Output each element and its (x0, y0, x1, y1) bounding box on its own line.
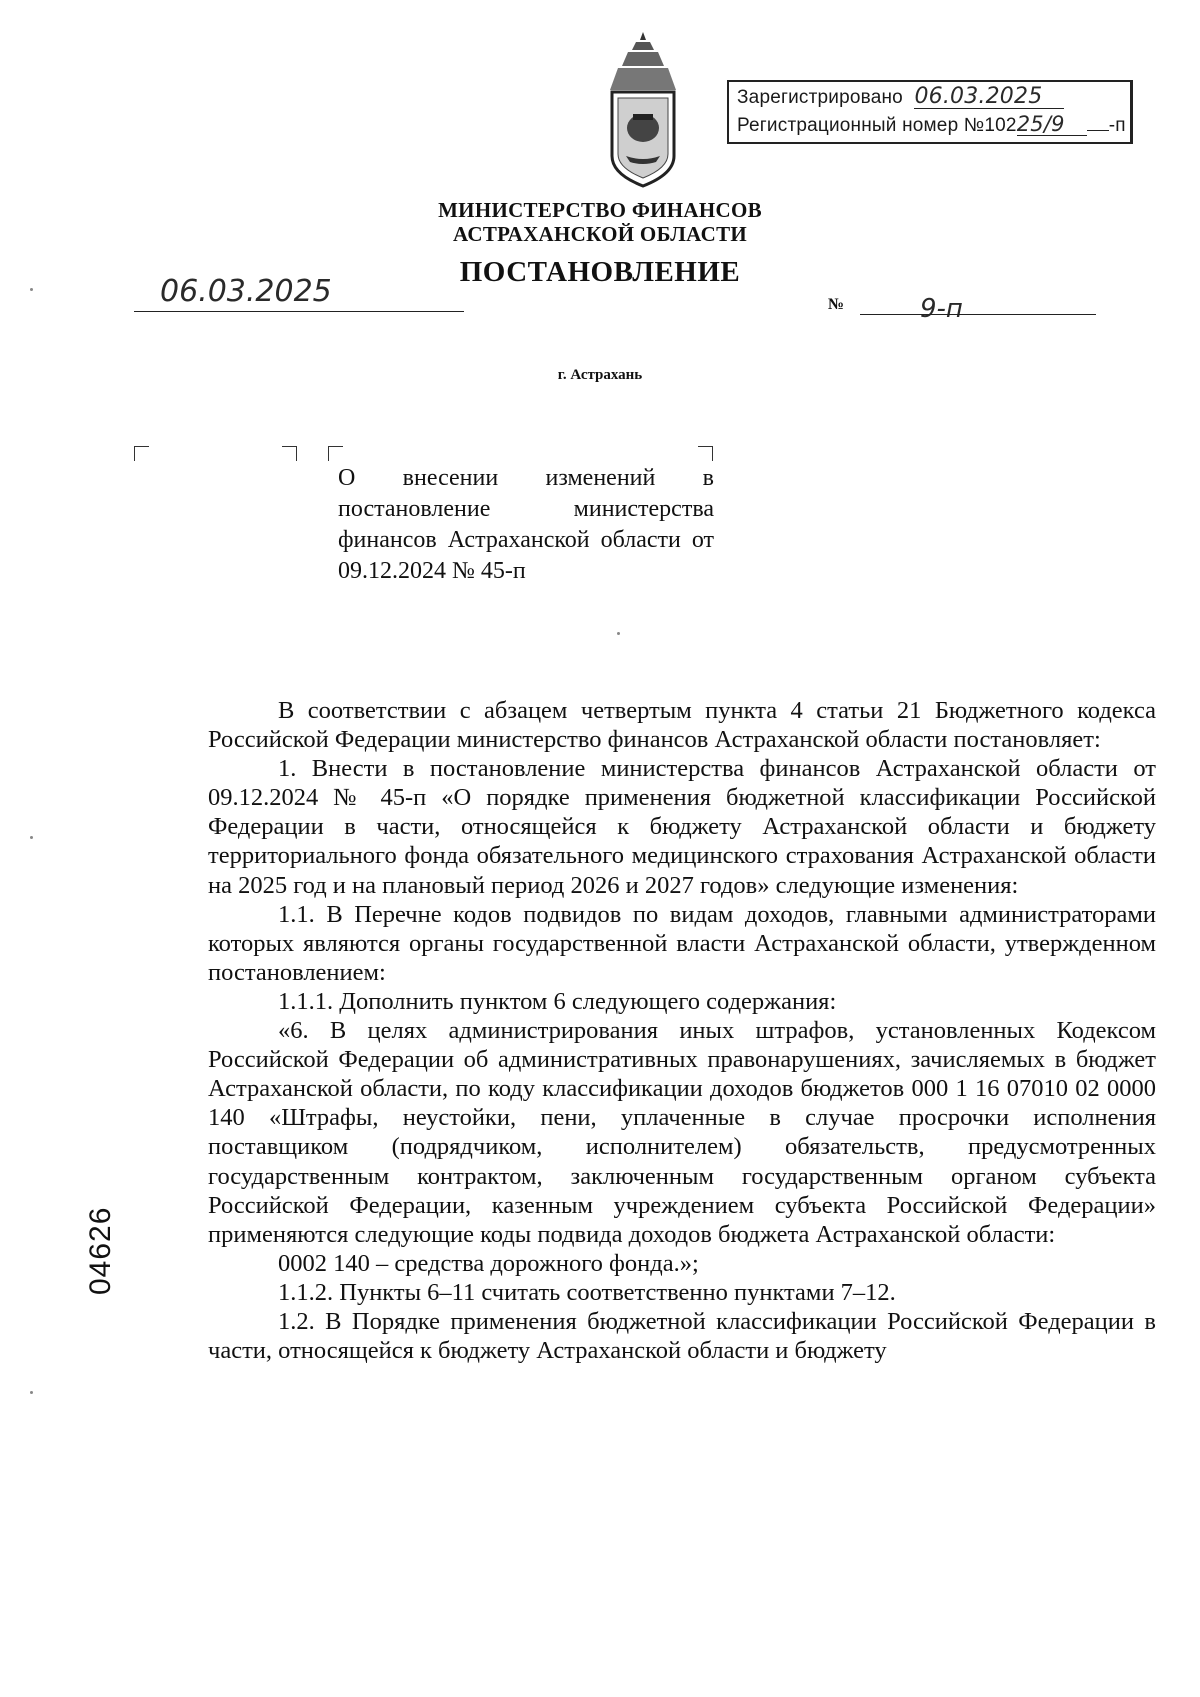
stamp-registered-line (737, 86, 1064, 109)
decree-date: 06.03.2025 (160, 274, 332, 309)
city-label: г. Астрахань (557, 367, 643, 383)
scan-speck (30, 1391, 33, 1394)
number-label: № (828, 296, 845, 313)
body-paragraph: «6. В целях администрирования иных штрафов, установленных Кодексом Российской Федерации об административных правонарушениях, зачисляемых в бюджет Астраханской области, по коду классификации доходов бюджетов 000 1 16 07010 02 0000 140 «Штрафы, неустойки, пени, уплаченные в случае просрочки исполнения поставщиком (подрядчиком, исполнителем) обязательств, предусмотренных государственным контрактом, заключенным государственным органом субъекта Российской Федерации, казенным учреждением субъекта Российской Федерации» применяются следующие коды подвида доходов бюджета Астраханской области: (208, 1017, 1156, 1248)
body-paragraph: 1.1.2. Пункты 6–11 считать соответственно пунктами 7–12. (278, 1278, 896, 1306)
stamp-reg-number-label: Регистрационный номер №102 (737, 115, 1017, 136)
corner-mark (328, 446, 343, 461)
side-document-code: 04626 (84, 1206, 117, 1295)
decree-subject: О внесении изменений в постановление министерства финансов Астраханской области от 09.12.2024 № 45-п (338, 465, 714, 584)
date-underline (134, 311, 464, 312)
corner-mark (698, 446, 713, 461)
number-underline (860, 314, 1096, 315)
body-paragraph: В соответствии с абзацем четвертым пункта 4 статьи 21 Бюджетного кодекса Российской Федерации министерство финансов Астраханской области постановляет: (208, 697, 1156, 754)
stamp-reg-number-hand: 25/9 (1017, 114, 1087, 136)
body-paragraph: 0002 140 – средства дорожного фонда.»; (278, 1249, 699, 1277)
decree-body (208, 696, 1156, 1365)
scan-speck (617, 632, 620, 635)
doc-type-title: ПОСТАНОВЛЕНИЕ (459, 256, 741, 288)
body-paragraph: 1.2. В Порядке применения бюджетной классификации Российской Федерации в части, относящейся к бюджету Астраханской области и бюджету (208, 1307, 1156, 1365)
stamp-reg-number-line (737, 114, 1126, 137)
stamp-registered-date: 06.03.2025 (914, 86, 1064, 109)
stamp-registered-label: Зарегистрировано (737, 87, 903, 108)
corner-mark (282, 446, 297, 461)
decree-number: 9-п (920, 294, 963, 324)
body-paragraph: 1.1. В Перечне кодов подвидов по видам доходов, главными администраторами которых являются органы государственной власти Астраханской области, утвержденном постановлением: (208, 900, 1156, 986)
registration-stamp (727, 80, 1133, 144)
body-paragraph: 1. Внести в постановление министерства финансов Астраханской области от 09.12.2024 № 45-п «О порядке применения бюджетной классификации Российской Федерации в части, относящейся к бюджету Астраханской области и бюджету территориального фонда обязательного медицинского страхования Астраханской области на 2025 год и на плановый период 2026 и 2027 годов» следующие изменения: (208, 755, 1156, 899)
coat-of-arms-emblem (606, 30, 680, 190)
ministry-name-line1: МИНИСТЕРСТВО ФИНАНСОВ (438, 198, 762, 222)
corner-mark (134, 446, 149, 461)
scan-speck (30, 836, 33, 839)
body-paragraph: 1.1.1. Дополнить пунктом 6 следующего содержания: (278, 987, 837, 1015)
scan-speck (30, 288, 33, 291)
stamp-reg-number-suffix: -п (1108, 115, 1126, 136)
ministry-name-line2: АСТРАХАНСКОЙ ОБЛАСТИ (452, 222, 748, 246)
